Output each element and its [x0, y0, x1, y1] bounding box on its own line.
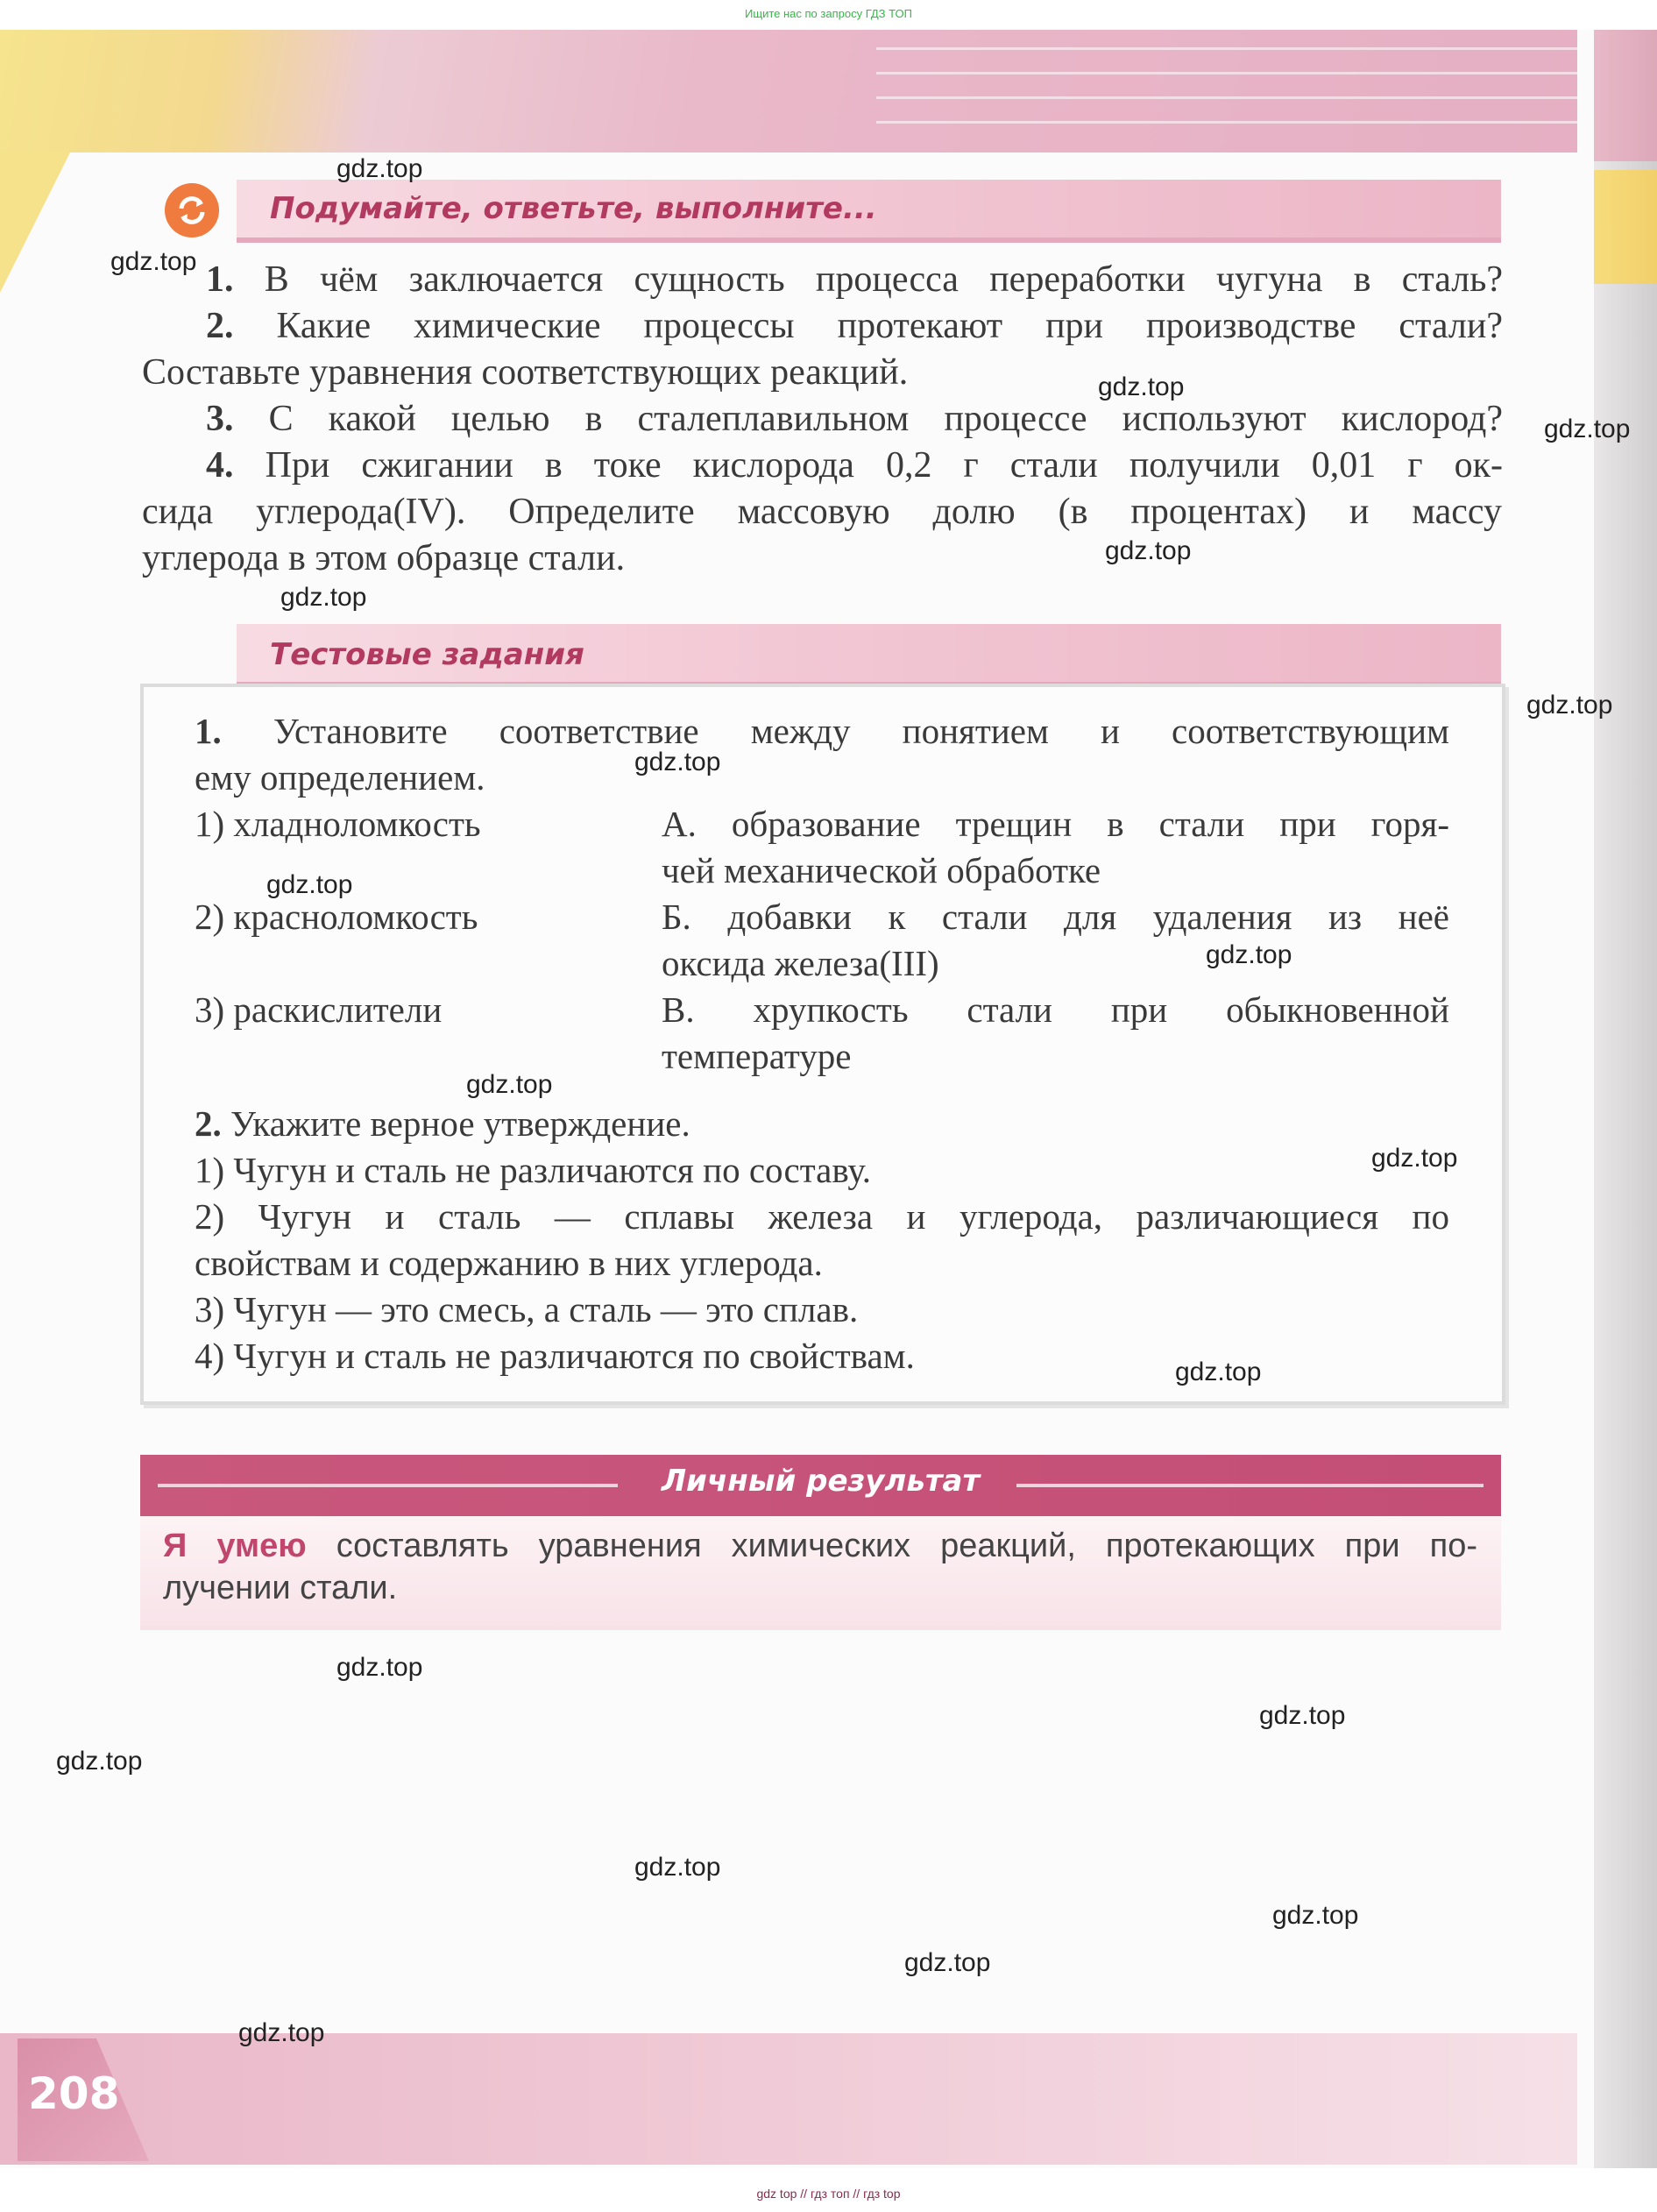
personal-result-title: Личный результат	[661, 1464, 981, 1499]
top-banner: Ищите нас по запросу ГДЗ ТОП	[745, 7, 912, 20]
watermark: gdz.top	[336, 154, 423, 183]
watermark: gdz.top	[1272, 1901, 1359, 1930]
task1-line1: 1. Установите соответствие между понятием и соответствующим	[195, 711, 1449, 751]
header-band	[0, 30, 1577, 152]
footer-band	[0, 2033, 1577, 2165]
term-2: 2) красноломкость	[195, 897, 478, 937]
watermark: gdz.top	[1544, 415, 1631, 443]
definition-b: Б. добавки к стали для удаления из неё	[662, 897, 1449, 937]
page-number: 208	[28, 2068, 120, 2119]
question-2-cont: Составьте уравнения соответствующих реакций.	[142, 352, 909, 393]
watermark: gdz.top	[280, 583, 367, 612]
term-1: 1) хладноломкость	[195, 804, 481, 844]
watermark: gdz.top	[110, 247, 197, 276]
definition-a-cont: чей механической обработке	[662, 850, 1101, 890]
personal-result-line2: лучении стали.	[163, 1570, 398, 1606]
watermark: gdz.top	[56, 1747, 143, 1776]
refresh-icon	[165, 183, 219, 238]
watermark: gdz.top	[466, 1070, 553, 1099]
page-edge	[1594, 30, 1657, 2168]
section-title-questions: Подумайте, ответьте, выполните...	[270, 191, 877, 226]
task2-option-4: 4) Чугун и сталь не различаются по свойствам.	[195, 1336, 915, 1376]
watermark: gdz.top	[1259, 1701, 1346, 1730]
section-title-tests: Тестовые задания	[270, 637, 584, 672]
watermark: gdz.top	[1105, 536, 1192, 565]
personal-result-line1: Я умею составлять уравнения химических реакций, протекающих при по-	[163, 1528, 1477, 1564]
question-1: 1. В чём заключается сущность процесса переработки чугуна в сталь?	[206, 259, 1504, 300]
question-4: 4. При сжигании в токе кислорода 0,2 г стали получили 0,01 г ок-	[206, 445, 1504, 486]
footer-text: gdz top // гдз топ // гдз top	[756, 2187, 901, 2201]
personal-result-header	[140, 1455, 1501, 1516]
decor-wedge	[0, 152, 70, 293]
definition-b-cont: оксида железа(III)	[662, 943, 939, 983]
watermark: gdz.top	[336, 1653, 423, 1682]
watermark: gdz.top	[904, 1948, 991, 1977]
watermark: gdz.top	[1526, 691, 1613, 720]
task2-option-2-cont: свойствам и содержанию в них углерода.	[195, 1243, 823, 1283]
task1-line2: ему определением.	[195, 757, 485, 798]
watermark: gdz.top	[1098, 372, 1185, 401]
question-2: 2. Какие химические процессы протекают при производстве стали?	[206, 306, 1504, 346]
watermark: gdz.top	[1206, 940, 1292, 969]
watermark: gdz.top	[1371, 1144, 1458, 1173]
definition-c: В. хрупкость стали при обыкновенной	[662, 989, 1449, 1030]
watermark: gdz.top	[238, 2018, 325, 2047]
definition-a: А. образование трещин в стали при горя-	[662, 804, 1449, 844]
task2-option-3: 3) Чугун — это смесь, а сталь — это сплав.	[195, 1289, 859, 1329]
term-3: 3) раскислители	[195, 989, 443, 1030]
task2-title: 2. Укажите верное утверждение.	[195, 1103, 690, 1144]
watermark: gdz.top	[634, 1853, 721, 1882]
task2-option-2: 2) Чугун и сталь — сплавы железа и углерода, различающиеся по	[195, 1196, 1449, 1237]
watermark: gdz.top	[1175, 1358, 1262, 1386]
question-3: 3. С какой целью в сталеплавильном процессе используют кислород?	[206, 399, 1503, 439]
watermark: gdz.top	[266, 870, 353, 899]
definition-c-cont: температуре	[662, 1036, 852, 1076]
watermark: gdz.top	[634, 748, 721, 776]
question-4-cont2: углерода в этом образце стали.	[142, 538, 626, 578]
question-4-cont: сида углерода(IV). Определите массовую долю (в процентах) и массу	[142, 492, 1502, 532]
task2-option-1: 1) Чугун и сталь не различаются по составу.	[195, 1150, 871, 1190]
